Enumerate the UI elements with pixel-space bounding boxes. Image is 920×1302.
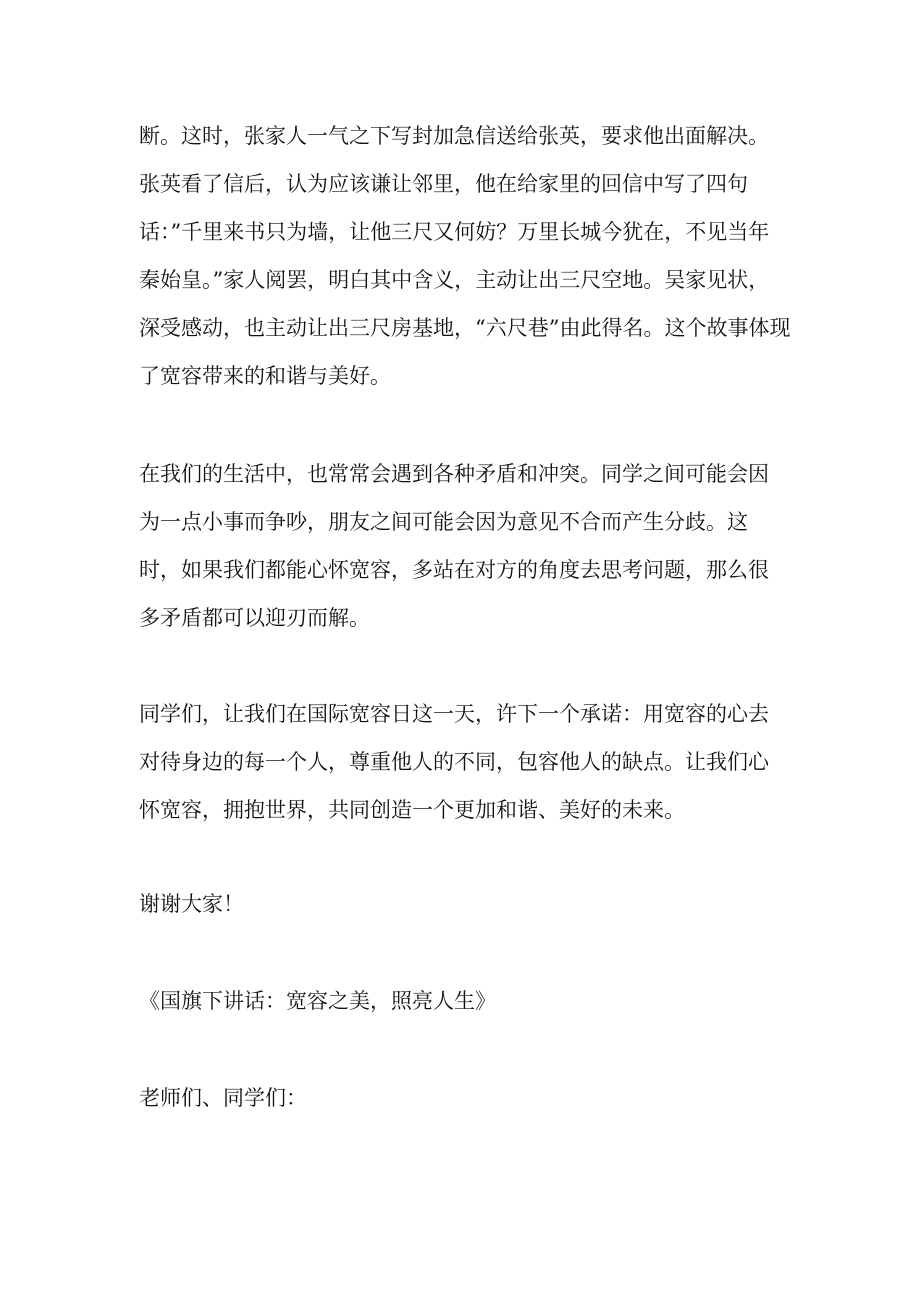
- text-line: 时，如果我们都能心怀宽容，多站在对方的角度去思考问题，那么很: [139, 558, 769, 582]
- paragraph-promise: [139, 690, 799, 834]
- text-line: 老师们、同学们：: [139, 1086, 307, 1110]
- text-line: 了宽容带来的和谐与美好。: [139, 364, 391, 388]
- text-line: 多矛盾都可以迎刃而解。: [139, 606, 370, 630]
- text-line: 深受感动，也主动让出三尺房基地，“六尺巷”由此得名。这个故事体现: [139, 316, 791, 340]
- text-line: 《国旗下讲话：宽容之美，照亮人生》: [139, 989, 496, 1013]
- text-line: 对待身边的每一个人，尊重他人的不同，包容他人的缺点。让我们心: [139, 750, 769, 774]
- paragraph-daily-life: [139, 450, 799, 642]
- text-line: 话：”千里来书只为墙，让他三尺又何妨？万里长城今犹在，不见当年: [139, 220, 770, 244]
- text-line: 秦始皇。”家人阅罢，明白其中含义，主动让出三尺空地。吴家见状，: [139, 268, 770, 292]
- paragraph-thanks: [139, 880, 799, 928]
- text-line: 同学们，让我们在国际宽容日这一天，许下一个承诺：用宽容的心去: [139, 702, 769, 726]
- speech-greeting: [139, 1074, 799, 1122]
- text-line: 为一点小事而争吵，朋友之间可能会因为意见不合而产生分歧。这: [139, 510, 748, 534]
- text-line: 断。这时，张家人一气之下写封加急信送给张英，要求他出面解决。: [139, 124, 769, 148]
- text-line: 张英看了信后，认为应该谦让邻里，他在给家里的回信中写了四句: [139, 172, 748, 196]
- text-line: 怀宽容，拥抱世界，共同创造一个更加和谐、美好的未来。: [139, 798, 685, 822]
- text-line: 谢谢大家！: [139, 892, 244, 916]
- paragraph-story-ending: [139, 112, 799, 400]
- text-line: 在我们的生活中，也常常会遇到各种矛盾和冲突。同学之间可能会因: [139, 462, 769, 486]
- speech-title: [139, 977, 799, 1025]
